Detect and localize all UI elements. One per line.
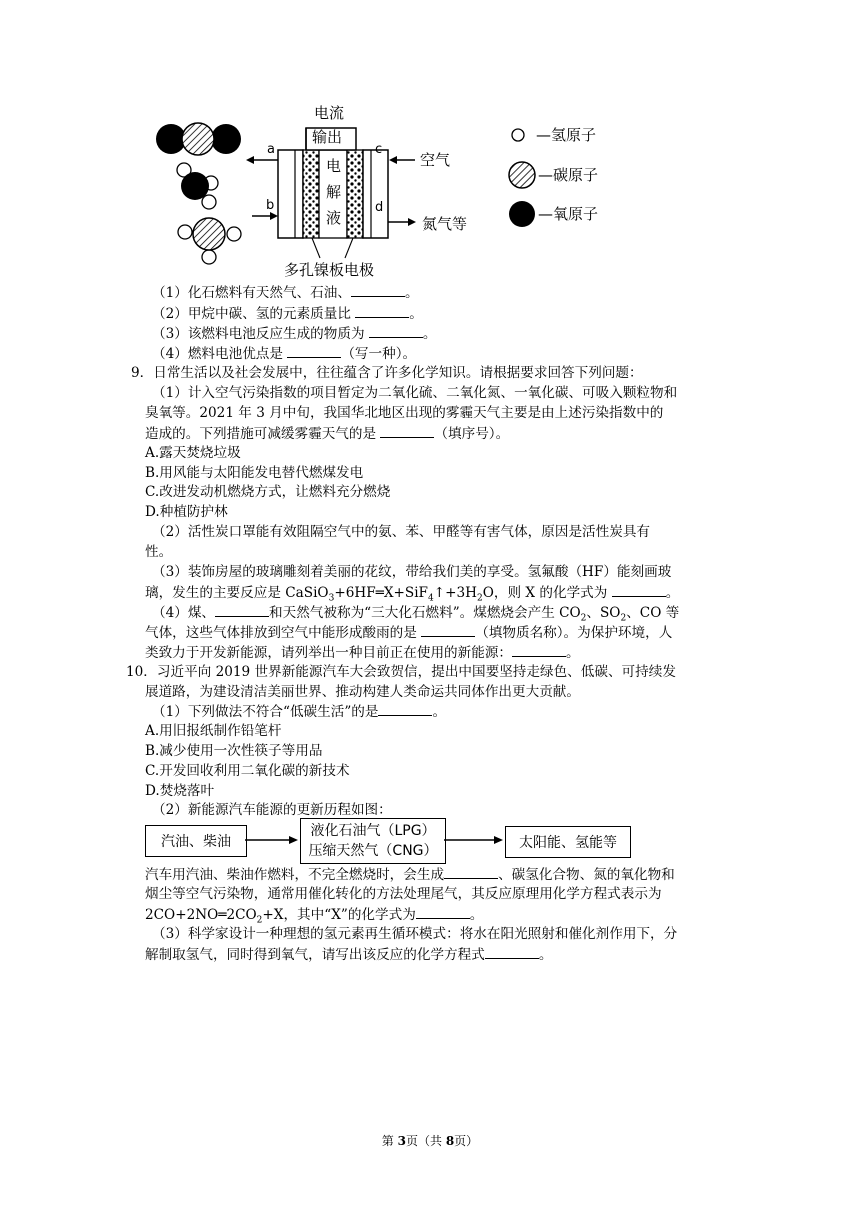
q8-part2: （2）甲烷中碳、氢的元素质量比 。 <box>152 303 423 324</box>
arrow-d <box>388 218 416 226</box>
q9-part1-line3: 造成的。下列措施可减缓雾霾天气的是 （填序号）。 <box>145 423 509 444</box>
port-label-b: b <box>266 198 275 213</box>
answer-blank[interactable] <box>416 904 470 919</box>
q10-option-c: C.开发回收利用二氧化碳的新技术 <box>145 763 350 779</box>
q9-part1-line1: （1）计入空气污染指数的项目暂定为二氧化硫、二氧化氮、一氧化碳、可吸入颗粒物和 <box>152 385 678 401</box>
flow-arrow-2 <box>444 836 503 844</box>
electrode-label: 多孔镍板电极 <box>284 261 375 279</box>
answer-blank[interactable] <box>512 642 566 657</box>
answer-blank[interactable] <box>612 582 666 597</box>
current-output-label-1: 电流 <box>314 104 345 122</box>
q10-part2-line3: $2CO+2NO═2CO_2+X$，其中“X”的化学式为 。 <box>145 904 483 931</box>
answer-blank[interactable] <box>378 701 432 716</box>
q9-part2-line2: 性。 <box>145 544 173 560</box>
molecule-methane <box>178 195 241 264</box>
answer-blank[interactable] <box>355 303 409 318</box>
q10-part3-line2: 解制取氢气，同时得到氧气，请写出该反应的化学方程式 。 <box>145 944 552 965</box>
q10-part3-line1: （3）科学家设计一种理想的氢元素再生循环模式：将水在阳光照射和催化剂作用下，分 <box>152 926 678 942</box>
port-label-c: c <box>375 142 383 157</box>
q9-part3-line1: （3）装饰房屋的玻璃雕刻着美丽的花纹，带给我们美的享受。氢氟酸（HF）能刻画玻 <box>152 564 672 580</box>
legend-carbon-label: —碳原子 <box>538 166 599 184</box>
port-label-a: a <box>267 142 275 157</box>
q10-part1: （1）下列做法不符合“低碳生活”的是 。 <box>152 701 446 722</box>
answer-blank[interactable] <box>215 602 269 617</box>
answer-blank[interactable] <box>380 423 434 438</box>
q9-part1-line2: 臭氧等。2021 年 3 月中旬，我国华北地区出现的雾霾天气主要是由上述污染指数中的 <box>145 405 664 421</box>
q10-part2-line1: 汽车用汽油、柴油作燃料，不完全燃烧时，会生成 、碳氢化合物、氮的氧化物和 <box>145 864 675 885</box>
fuel-cell-diagram <box>0 0 860 290</box>
q10-intro-line2: 展道路，为建设清洁美丽世界、推动构建人类命运共同体作出更大贡献。 <box>145 684 580 700</box>
legend-oxygen-symbol <box>509 201 535 227</box>
answer-blank[interactable] <box>287 343 341 358</box>
q10-intro-line1: 10．习近平向 2019 世界新能源汽车大会致贺信，提出中国要坚持走绿色、低碳、可持续发 <box>126 664 676 680</box>
q9-part4-line3: 类致力于开发新能源，请列举出一种目前正在使用的新能源： 。 <box>145 642 580 663</box>
electrolyte-char-2: 解 <box>326 183 342 201</box>
electrolyte-char-1: 电 <box>326 157 342 175</box>
flow-arrow-1 <box>245 836 298 844</box>
q9-intro: 9．日常生活以及社会发展中，往往蕴含了许多化学知识。请根据要求回答下列问题： <box>131 365 643 381</box>
molecule-water <box>177 163 218 200</box>
q9-part4-line2: 气体，这些气体排放到空气中能形成酸雨的是 （填物质名称）。为保护环境，人 <box>145 622 672 643</box>
legend-carbon-symbol <box>509 162 535 188</box>
legend-hydrogen-symbol <box>512 129 524 141</box>
page-total: 8 <box>445 1134 455 1148</box>
legend-hydrogen-label: —氢原子 <box>536 126 597 144</box>
q9-option-c: C.改进发动机燃烧方式，让燃料充分燃烧 <box>145 484 391 500</box>
q8-part4: （4）燃料电池优点是 （写一种）。 <box>152 343 416 364</box>
air-label: 空气 <box>420 151 451 169</box>
legend-oxygen-label: —氧原子 <box>538 205 599 223</box>
answer-blank[interactable] <box>369 323 423 338</box>
q8-part3: （3）该燃料电池反应生成的物质为 。 <box>152 323 436 344</box>
answer-blank[interactable] <box>351 282 405 297</box>
molecule-carbon-dioxide <box>156 123 241 155</box>
answer-blank[interactable] <box>485 944 539 959</box>
q9-part2-line1: （2）活性炭口罩能有效阻隔空气中的氨、苯、甲醛等有害气体，原因是活性炭具有 <box>152 524 651 540</box>
q9-part4-line1: （4）煤、 和天然气被称为“三大化石燃料”。煤燃烧会产生 $CO_2$、$SO_2$、CO 等 <box>152 602 679 629</box>
q10-option-a: A.用旧报纸制作铅笔杆 <box>145 723 282 739</box>
q9-option-d: D.种植防护林 <box>145 504 228 520</box>
port-label-d: d <box>375 200 384 215</box>
q9-part3-line2: 璃，发生的主要反应是 $CaSiO_3+6HF═X+SiF_4↑+3H_2O$，则 X 的化学式为 。 <box>145 582 679 609</box>
q10-part2: （2）新能源汽车能源的更新历程如图： <box>152 802 392 818</box>
arrow-c <box>389 156 415 164</box>
page-number: 3 <box>397 1134 406 1148</box>
q9-option-a: A.露天焚烧垃圾 <box>145 445 241 461</box>
current-output-label-2: 输出 <box>312 128 343 146</box>
flow-box-lpg-cng: 液化石油气（LPG） 压缩天然气（CNG） <box>300 818 446 864</box>
nitrogen-label: 氮气等 <box>422 215 468 233</box>
q10-option-b: B.减少使用一次性筷子等用品 <box>145 743 323 759</box>
q9-option-b: B.用风能与太阳能发电替代燃煤发电 <box>145 465 364 481</box>
answer-blank[interactable] <box>421 622 475 637</box>
q10-option-d: D.焚烧落叶 <box>145 783 215 799</box>
answer-blank[interactable] <box>444 864 498 879</box>
q10-part2-line2: 烟尘等空气污染物，通常用催化转化的方法处理尾气，其反应原理用化学方程式表示为 <box>145 886 662 902</box>
electrolyte-char-3: 液 <box>326 209 342 227</box>
flow-box-gasoline: 汽油、柴油 <box>145 825 247 857</box>
q8-part1: （1）化石燃料有天然气、石油、 。 <box>152 282 419 303</box>
flow-box-solar-hydrogen: 太阳能、氢能等 <box>505 826 631 858</box>
page-footer: 第 3页（共 8页） <box>381 1134 479 1148</box>
